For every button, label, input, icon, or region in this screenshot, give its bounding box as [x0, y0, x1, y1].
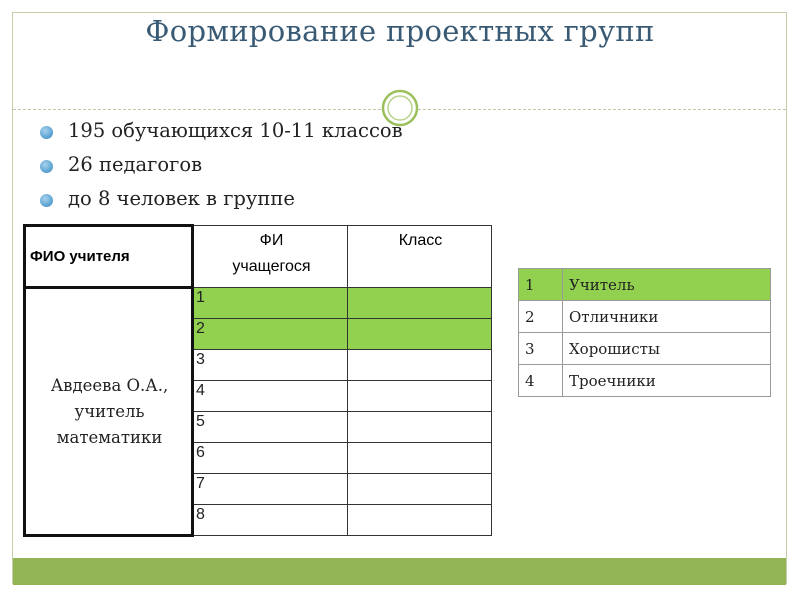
bullet-list — [40, 114, 403, 216]
class-cell[interactable] — [348, 443, 492, 474]
class-cell[interactable] — [348, 319, 492, 350]
class-cell[interactable] — [348, 381, 492, 412]
teacher-cell: Авдеева О.А., учитель математики — [25, 288, 193, 536]
legend-number: 4 — [519, 365, 563, 397]
table-header-row — [25, 226, 492, 288]
header-class: Класс — [348, 226, 492, 288]
legend-row — [519, 269, 771, 301]
bullet-item: 26 педагогов — [40, 148, 403, 182]
bullet-dot-icon — [40, 194, 53, 207]
student-number: 5 — [193, 412, 348, 443]
bullet-item: до 8 человек в группе — [40, 182, 403, 216]
student-number: 4 — [193, 381, 348, 412]
bullet-item: 195 обучающихся 10-11 классов — [40, 114, 403, 148]
header-student-name: ФИ учащегося — [193, 226, 348, 288]
legend-row — [519, 333, 771, 365]
student-number: 1 — [193, 288, 348, 319]
student-number: 2 — [193, 319, 348, 350]
student-number: 7 — [193, 474, 348, 505]
legend-number: 3 — [519, 333, 563, 365]
bullet-dot-icon — [40, 126, 53, 139]
legend-row — [519, 301, 771, 333]
class-cell[interactable] — [348, 505, 492, 536]
table-row — [25, 288, 492, 319]
header-teacher-name: ФИО учителя — [25, 226, 193, 288]
class-cell[interactable] — [348, 474, 492, 505]
project-group-table — [23, 224, 492, 537]
class-cell[interactable] — [348, 288, 492, 319]
student-number: 8 — [193, 505, 348, 536]
legend-label: Учитель — [563, 269, 771, 301]
legend-label: Хорошисты — [563, 333, 771, 365]
student-number: 6 — [193, 443, 348, 474]
legend-label: Отличники — [563, 301, 771, 333]
legend-number: 1 — [519, 269, 563, 301]
student-number: 3 — [193, 350, 348, 381]
class-cell[interactable] — [348, 412, 492, 443]
footer-bar — [13, 558, 786, 585]
group-legend-table — [518, 268, 771, 397]
class-cell[interactable] — [348, 350, 492, 381]
legend-row — [519, 365, 771, 397]
legend-label: Троечники — [563, 365, 771, 397]
bullet-dot-icon — [40, 160, 53, 173]
slide-title: Формирование проектных групп — [145, 14, 655, 48]
legend-number: 2 — [519, 301, 563, 333]
